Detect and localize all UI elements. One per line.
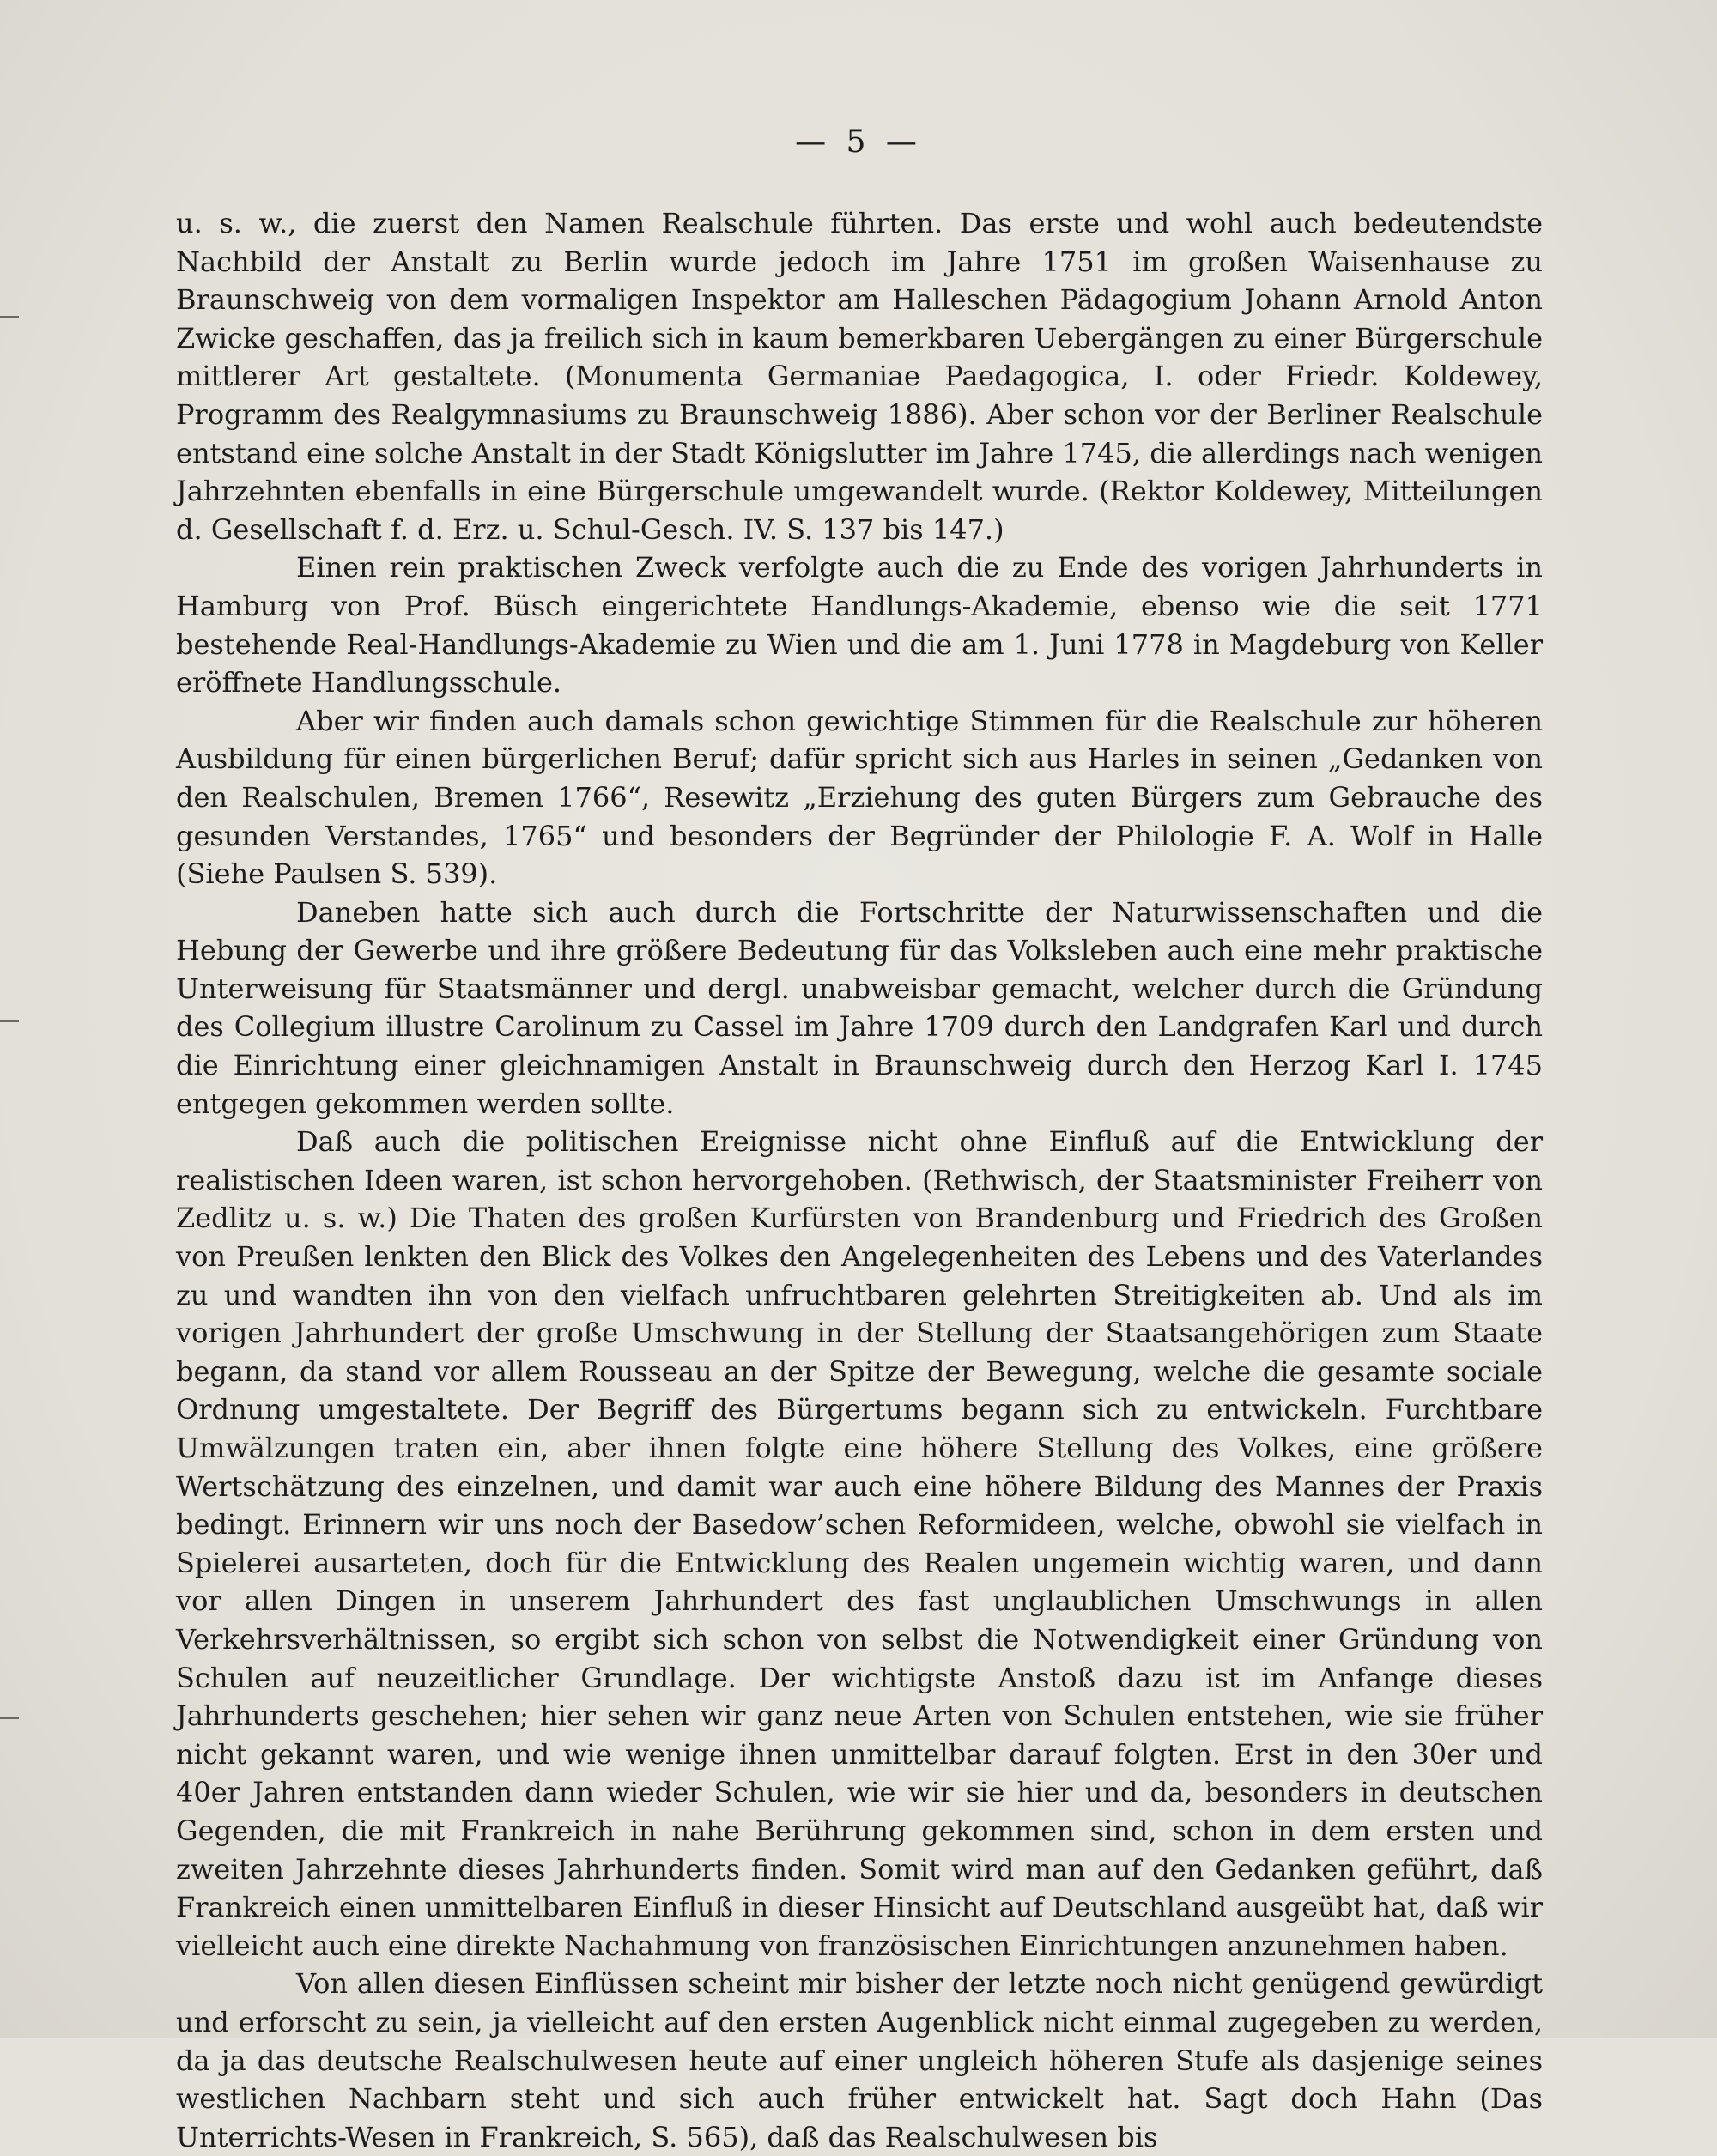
scan-edge-mark xyxy=(0,1717,19,1719)
body-text xyxy=(176,204,1543,2156)
scan-edge-mark xyxy=(0,1020,19,1022)
page-number: — 5 — xyxy=(795,124,922,160)
paragraph: u. s. w., die zuerst den Namen Realschule führten. Das erste und wohl auch bedeutendste Nachbild der Anstalt zu Berlin wurde jedoch im Jahre 1751 im großen Waisenhause zu Braunschweig von dem vormaligen Inspektor am Halleschen Pädagogium Johann Arnold Anton Zwicke geschaffen, das ja freilich sich in kaum bemerkbaren Uebergängen zu einer Bürgerschule mittlerer Art gestaltete. (Monumenta Germaniae Paedagogica, I. oder Friedr. Koldewey, Programm des Realgymnasiums zu Braunschweig 1886). Aber schon vor der Berliner Realschule entstand eine solche Anstalt in der Stadt Königslutter im Jahre 1745, die allerdings nach wenigen Jahrzehnten ebenfalls in eine Bürgerschule umgewandelt wurde. (Rektor Koldewey, Mitteilungen d. Gesellschaft f. d. Erz. u. Schul-Gesch. IV. S. 137 bis 147.) xyxy=(176,207,1543,546)
paragraph: Daß auch die politischen Ereignisse nicht ohne Einfluß auf die Entwicklung der realistischen Ideen waren, ist schon hervorgehoben. (Rethwisch, der Staatsminister Freiherr von Zedlitz u. s. w.) Die Thaten des großen Kurfürsten von Brandenburg und Friedrich des Großen von Preußen lenkten den Blick des Volkes den Angelegenheiten des Lebens und des Vaterlandes zu und wandten ihn von den vielfach unfruchtbaren gelehrten Streitigkeiten ab. Und als im vorigen Jahrhundert der große Umschwung in der Stellung der Staatsangehörigen zum Staate begann, da stand vor allem Rousseau an der Spitze der Bewegung, welche die gesamte sociale Ordnung umgestaltete. Der Begriff des Bürgertums begann sich zu entwickeln. Furchtbare Umwälzungen traten ein, aber ihnen folgte eine höhere Stellung des Volkes, eine größere Wertschätzung des einzelnen, und damit war auch eine höhere Bildung des Mannes der Praxis bedingt. Erinnern wir uns noch der Basedow’schen Reformideen, welche, obwohl sie vielfach in Spielerei ausarteten, doch für die Entwicklung des Realen ungemein wichtig waren, und dann vor allen Dingen in unserem Jahrhundert des fast unglaublichen Umschwungs in allen Verkehrsverhältnissen, so ergibt sich schon von selbst die Notwendigkeit einer Gründung von Schulen auf neuzeitlicher Grundlage. Der wichtigste Anstoß dazu ist im Anfange dieses Jahrhunderts geschehen; hier sehen wir ganz neue Arten von Schulen entstehen, wie sie früher nicht gekannt waren, und wie wenige ihnen unmittelbar darauf folgten. Erst in den 30er und 40er Jahren entstanden dann wieder Schulen, wie wir sie hier und da, besonders in deutschen Gegenden, die mit Frankreich in nahe Berührung gekommen sind, schon in dem ersten und zweiten Jahrzehnte dieses Jahrhunderts finden. Somit wird man auf den Gedanken geführt, daß Frankreich einen unmittelbaren Einfluß in dieser Hinsicht auf Deutschland ausgeübt hat, daß wir vielleicht auch eine direkte Nachahmung von französischen Einrichtungen anzunehmen haben. xyxy=(176,1125,1543,1962)
paragraph: Einen rein praktischen Zweck verfolgte auch die zu Ende des vorigen Jahrhunderts in Hamburg von Prof. Büsch eingerichtete Handlungs-Akademie, ebenso wie die seit 1771 bestehende Real-Handlungs-Akademie zu Wien und die am 1. Juni 1778 in Magdeburg von Keller eröffnete Handlungsschule. xyxy=(176,551,1543,699)
scan-edge-mark xyxy=(0,316,19,318)
paragraph: Daneben hatte sich auch durch die Fortschritte der Naturwissenschaften und die Hebung der Gewerbe und ihre größere Bedeutung für das Volksleben auch eine mehr praktische Unterweisung für Staatsmänner und dergl. unabweisbar gemacht, welcher durch die Gründung des Collegium illustre Carolinum zu Cassel im Jahre 1709 durch den Landgrafen Karl und durch die Einrichtung einer gleichnamigen Anstalt in Braunschweig durch den Herzog Karl I. 1745 entgegen gekommen werden sollte. xyxy=(176,895,1543,1120)
paragraph: Aber wir finden auch damals schon gewichtige Stimmen für die Realschule zur höheren Ausbildung für einen bürgerlichen Beruf; dafür spricht sich aus Harles in seinen „Gedanken von den Realschulen, Bremen 1766“, Resewitz „Erziehung des guten Bürgers zum Gebrauche des gesunden Verstandes, 1765“ und besonders der Begründer der Philologie F. A. Wolf in Halle (Siehe Paulsen S. 539). xyxy=(176,704,1543,891)
paragraph: Von allen diesen Einflüssen scheint mir bisher der letzte noch nicht genügend gewürdigt und erforscht zu sein, ja vielleicht auf den ersten Augenblick nicht einmal zugegeben zu werden, da ja das deutsche Realschulwesen heute auf einer ungleich höheren Stufe als dasjenige seines westlichen Nachbarn steht und sich auch früher entwickelt hat. Sagt doch Hahn (Das Unterrichts-Wesen in Frankreich, S. 565), daß das Realschulwesen bis xyxy=(176,1967,1543,2153)
